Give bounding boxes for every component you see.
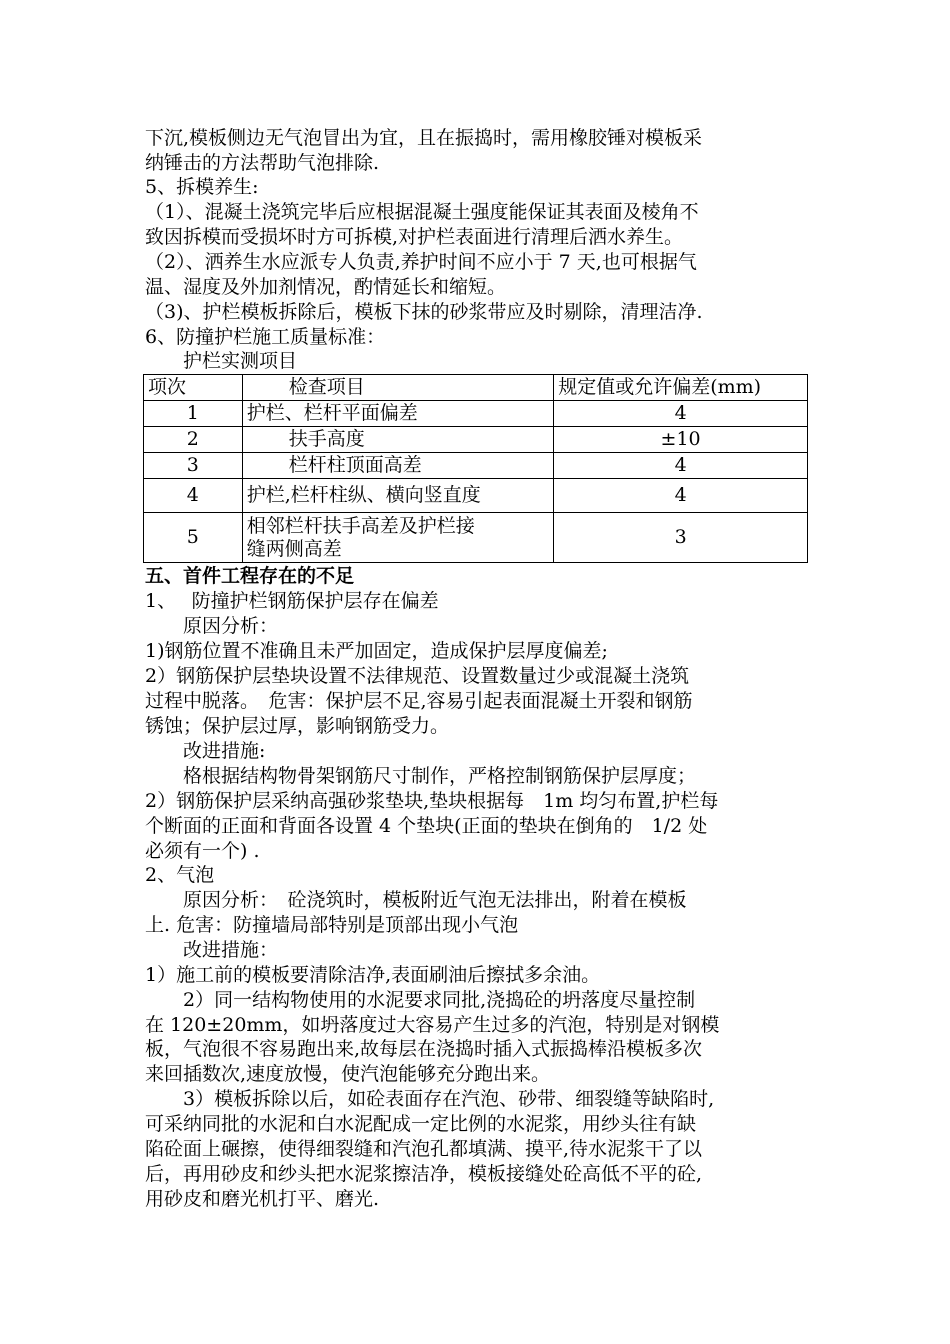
- row-item-line: 相邻栏杆扶手高差及护栏接: [246, 514, 475, 537]
- header-cell: 项次: [144, 375, 243, 401]
- row-number: 2: [144, 427, 243, 453]
- paragraph-line: 必须有一个) .: [145, 840, 260, 862]
- table-caption: 护栏实测项目: [145, 350, 298, 372]
- table-row: [144, 513, 808, 563]
- paragraph-line: 纳锤击的方法帮助气泡排除.: [145, 152, 380, 174]
- paragraph-line: 2）同一结构物使用的水泥要求同批,浇捣砼的坍落度尽量控制: [145, 989, 696, 1011]
- paragraph-line: 改进措施:: [145, 740, 266, 762]
- paragraph-line: 个断面的正面和背面各设置 4 个垫块(正面的垫块在倒角的 1/2 处: [145, 815, 708, 837]
- paragraph-line: 过程中脱落。 危害：保护层不足,容易引起表面混凝土开裂和钢筋: [145, 690, 693, 712]
- header-cell: 检查项目: [242, 375, 554, 401]
- paragraph-line: 温、湿度及外加剂情况，酌情延长和缩短。: [145, 276, 507, 298]
- table-row: [144, 401, 808, 427]
- row-item: 栏杆柱顶面高差: [242, 453, 554, 479]
- paragraph-line: 2）钢筋保护层垫块设置不法律规范、设置数量过少或混凝土浇筑: [145, 665, 690, 687]
- row-item: 护栏、栏杆平面偏差: [242, 401, 554, 427]
- paragraph-line: 下沉,模板侧边无气泡冒出为宜，且在振捣时，需用橡胶锤对模板采: [145, 127, 703, 149]
- paragraph-line: 改进措施：: [145, 939, 279, 961]
- paragraph-line: （1）、混凝土浇筑完毕后应根据混凝土强度能保证其表面及棱角不: [145, 201, 699, 223]
- row-item: 扶手高度: [242, 427, 554, 453]
- row-number: 5: [144, 513, 243, 563]
- paragraph-line: 2）钢筋保护层采纳高强砂浆垫块,垫块根据每 1m 均匀布置,护栏每: [145, 790, 719, 812]
- row-value: 4: [554, 479, 808, 513]
- row-number: 4: [144, 479, 243, 513]
- paragraph-line: 来回插数次,速度放慢，使汽泡能够充分跑出来。: [145, 1063, 551, 1085]
- row-value: 3: [554, 513, 808, 563]
- row-value: 4: [554, 401, 808, 427]
- paragraph-line: 陷砼面上碾擦，使得细裂缝和汽泡孔都填满、摸平,待水泥浆干了以: [145, 1138, 703, 1160]
- section-heading-6: 6、防撞护栏施工质量标准：: [145, 326, 386, 348]
- paragraph-line: （2）、洒养生水应派专人负责,养护时间不应小于 7 天,也可根据气: [145, 251, 697, 273]
- paragraph-line: 用砂皮和磨光机打平、磨光.: [145, 1188, 380, 1210]
- paragraph-line: 格根据结构物骨架钢筋尺寸制作，严格控制钢筋保护层厚度；: [145, 765, 697, 787]
- row-item: 护栏,栏杆柱纵、横向竖直度: [242, 479, 554, 513]
- section-heading-5: 5、拆模养生:: [145, 176, 259, 198]
- paragraph-line: 1)钢筋位置不准确且未严加固定，造成保护层厚度偏差;: [145, 640, 608, 662]
- paragraph-line: 上. 危害：防撞墙局部特别是顶部出现小气泡: [145, 914, 519, 936]
- paragraph-line: 2、气泡: [145, 864, 215, 886]
- paragraph-line: 板，气泡很不容易跑出来,故每层在浇捣时插入式振捣棒沿模板多次: [145, 1038, 703, 1060]
- paragraph-line: 可采纳同批的水泥和白水泥配成一定比例的水泥浆，用纱头往有缺: [145, 1113, 697, 1135]
- paragraph-line: 原因分析： 砼浇筑时，模板附近气泡无法排出，附着在模板: [145, 889, 687, 911]
- table-row: [144, 479, 808, 513]
- row-item: [242, 513, 554, 563]
- table-row: [144, 427, 808, 453]
- header-cell: 规定值或允许偏差(mm): [554, 375, 808, 401]
- paragraph-line: 1、 防撞护栏钢筋保护层存在偏差: [145, 590, 439, 612]
- paragraph-line: 后，再用砂皮和纱头把水泥浆擦洁净，模板接缝处砼高低不平的砼,: [145, 1163, 703, 1185]
- row-number: 1: [144, 401, 243, 427]
- row-number: 3: [144, 453, 243, 479]
- paragraph-line: 致因拆模而受损坏时方可拆模,对护栏表面进行清理后洒水养生。: [145, 226, 684, 248]
- paragraph-line: 3）模板拆除以后，如砼表面存在汽泡、砂带、细裂缝等缺陷时,: [145, 1088, 715, 1110]
- table-header-row: [144, 375, 808, 401]
- section-title: 五、首件工程存在的不足: [145, 565, 355, 587]
- row-item-line: 缝两侧高差: [246, 537, 342, 560]
- row-value: 4: [554, 453, 808, 479]
- inspection-table: [143, 374, 808, 563]
- paragraph-line: 锈蚀；保护层过厚，影响钢筋受力。: [145, 715, 450, 737]
- row-value: ±10: [554, 427, 808, 453]
- table-row: [144, 453, 808, 479]
- paragraph-line: 在 120±20mm，如坍落度过大容易产生过多的汽泡，特别是对钢模: [145, 1014, 720, 1036]
- paragraph-line: （3)、护栏模板拆除后，模板下抹的砂浆带应及时剔除，清理洁净.: [145, 301, 703, 323]
- paragraph-line: 1）施工前的模板要清除洁净,表面刷油后擦拭多余油。: [145, 964, 601, 986]
- paragraph-line: 原因分析：: [145, 615, 279, 637]
